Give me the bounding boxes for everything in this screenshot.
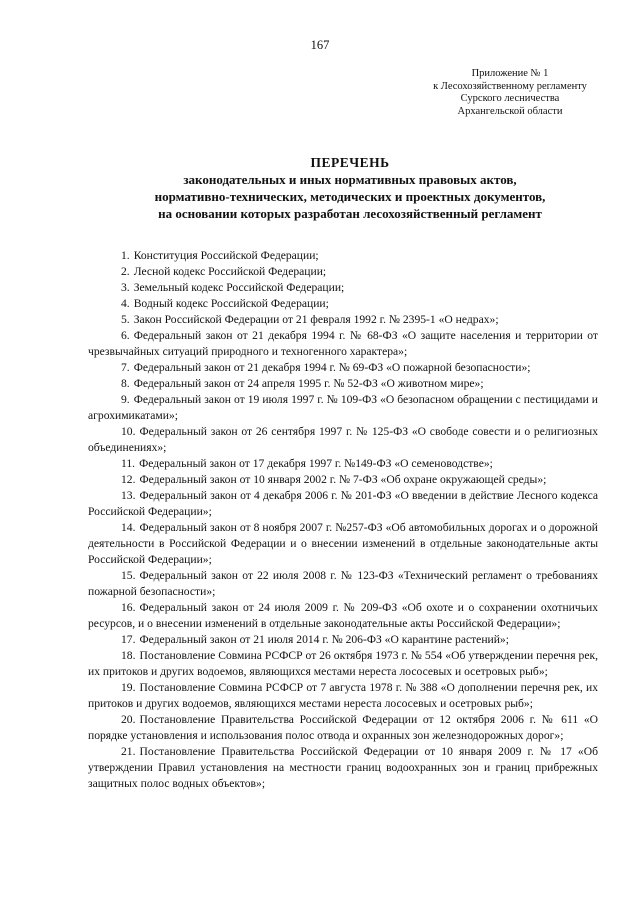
page-number: 167 bbox=[310, 38, 330, 52]
appendix-note bbox=[410, 68, 610, 118]
list-item bbox=[88, 312, 598, 328]
list-item-number: 14. bbox=[121, 521, 136, 534]
list-item-number: 8. bbox=[121, 377, 130, 390]
list-item-number: 9. bbox=[121, 393, 130, 406]
list-item-number: 15. bbox=[121, 569, 136, 582]
list-item-text: Постановление Правительства Российской Федерации от 10 января 2009 г. № 17 «Об утверждении Правил установления на местности границ водоохранных зон и границ прибрежных защитных полос водных объектов»; bbox=[88, 745, 598, 790]
list-item bbox=[88, 680, 598, 712]
list-item bbox=[88, 648, 598, 680]
list-item bbox=[88, 296, 598, 312]
list-item-text: Постановление Совмина РСФСР от 7 августа 1978 г. № 388 «О дополнении перечня рек, их притоков и других водоемов, являющихся местами нереста лососевых и осетровых рыб»; bbox=[88, 681, 598, 710]
list-item-number: 13. bbox=[121, 489, 136, 502]
title-block bbox=[60, 154, 640, 222]
list-item-text: Федеральный закон от 21 декабря 1994 г. № 69-ФЗ «О пожарной безопасности»; bbox=[133, 361, 531, 374]
list-item bbox=[88, 248, 598, 264]
subtitle-line: на основании которых разработан лесохозяйственный регламент bbox=[158, 206, 542, 221]
list-item-text: Постановление Правительства Российской Федерации от 12 октября 2006 г. № 611 «О порядке установления и использования полос отвода и охранных зон железнодорожных дорог»; bbox=[88, 713, 598, 742]
list-item-number: 1. bbox=[121, 249, 130, 262]
list-item-text: Федеральный закон от 17 декабря 1997 г. №149-ФЗ «О семеноводстве»; bbox=[139, 457, 493, 470]
list-item-number: 11. bbox=[121, 457, 136, 470]
list-item-number: 17. bbox=[121, 633, 136, 646]
list-item-text: Федеральный закон от 4 декабря 2006 г. № 201-ФЗ «О введении в действие Лесного кодекса Российской Федерации»; bbox=[88, 489, 598, 518]
document-list bbox=[88, 248, 598, 792]
list-item-number: 19. bbox=[121, 681, 136, 694]
list-item-text: Федеральный закон от 10 января 2002 г. № 7-ФЗ «Об охране окружающей среды»; bbox=[139, 473, 547, 486]
list-item-number: 10. bbox=[121, 425, 136, 438]
list-item bbox=[88, 392, 598, 424]
list-item-number: 16. bbox=[121, 601, 136, 614]
list-item-text: Федеральный закон от 24 июля 2009 г. № 209-ФЗ «Об охоте и о сохранении охотничьих ресурсов, и о внесении изменений в отдельные законодательные акты Российской Федерации»; bbox=[88, 601, 598, 630]
list-item-number: 5. bbox=[121, 313, 130, 326]
list-item-number: 21. bbox=[121, 745, 136, 758]
list-item-text: Закон Российской Федерации от 21 февраля 1992 г. № 2395-1 «О недрах»; bbox=[133, 313, 499, 326]
list-item-text: Лесной кодекс Российской Федерации; bbox=[133, 265, 327, 278]
list-item bbox=[88, 360, 598, 376]
list-item-text: Федеральный закон от 22 июля 2008 г. № 123-ФЗ «Технический регламент о требованиях пожарной безопасности»; bbox=[88, 569, 598, 598]
list-item-number: 7. bbox=[121, 361, 130, 374]
list-item-number: 2. bbox=[121, 265, 130, 278]
list-item bbox=[88, 472, 598, 488]
list-item-text: Земельный кодекс Российской Федерации; bbox=[133, 281, 345, 294]
list-item-number: 3. bbox=[121, 281, 130, 294]
list-item bbox=[88, 328, 598, 360]
subtitle-line: законодательных и иных нормативных правовых актов, bbox=[183, 172, 517, 187]
list-item-number: 6. bbox=[121, 329, 130, 342]
list-item bbox=[88, 424, 598, 456]
list-item bbox=[88, 744, 598, 792]
list-item-text: Постановление Совмина РСФСР от 26 октября 1973 г. № 554 «Об утверждении перечня рек, их притоков и других водоемов, являющихся местами нереста лососевых и осетровых рыб»; bbox=[88, 649, 598, 678]
list-item bbox=[88, 456, 598, 472]
list-item-number: 20. bbox=[121, 713, 136, 726]
list-item-text: Конституция Российской Федерации; bbox=[133, 249, 319, 262]
list-item bbox=[88, 520, 598, 568]
list-item bbox=[88, 712, 598, 744]
list-item-number: 4. bbox=[121, 297, 130, 310]
list-item-text: Федеральный закон от 8 ноября 2007 г. №257-ФЗ «Об автомобильных дорогах и о дорожной деятельности в Российской Федерации и о внесении изменений в отдельные законодательные акты Российской Федерации»; bbox=[88, 521, 598, 566]
list-item bbox=[88, 280, 598, 296]
list-item-text: Федеральный закон от 24 апреля 1995 г. № 52-ФЗ «О животном мире»; bbox=[133, 377, 484, 390]
page-title: ПЕРЕЧЕНЬ bbox=[310, 155, 390, 170]
list-item bbox=[88, 568, 598, 600]
list-item-text: Федеральный закон от 21 июля 2014 г. № 206-ФЗ «О карантине растений»; bbox=[139, 633, 509, 646]
list-item-text: Федеральный закон от 21 декабря 1994 г. № 68-ФЗ «О защите населения и территории от чрезвычайных ситуаций природного и техногенного характера»; bbox=[88, 329, 598, 358]
list-item-number: 12. bbox=[121, 473, 136, 486]
list-item bbox=[88, 376, 598, 392]
appendix-line: Сурского лесничества bbox=[460, 93, 560, 104]
subtitle-line: нормативно-технических, методических и проектных документов, bbox=[154, 189, 546, 204]
list-item-number: 18. bbox=[121, 649, 136, 662]
list-item-text: Федеральный закон от 19 июля 1997 г. № 109-ФЗ «О безопасном обращении с пестицидами и агрохимикатами»; bbox=[88, 393, 598, 422]
appendix-line: Приложение № 1 bbox=[471, 68, 549, 79]
list-item bbox=[88, 600, 598, 632]
list-item-text: Водный кодекс Российской Федерации; bbox=[133, 297, 329, 310]
appendix-line: к Лесохозяйственному регламенту bbox=[433, 80, 587, 92]
list-item bbox=[88, 488, 598, 520]
list-item-text: Федеральный закон от 26 сентября 1997 г. № 125-ФЗ «О свободе совести и о религиозных объединениях»; bbox=[88, 425, 598, 454]
list-item bbox=[88, 632, 598, 648]
list-item bbox=[88, 264, 598, 280]
appendix-line: Архангельской области bbox=[457, 105, 563, 117]
